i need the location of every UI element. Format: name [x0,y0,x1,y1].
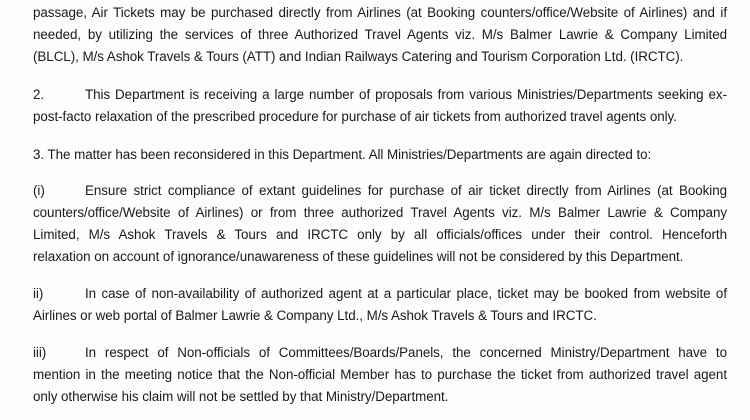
directive-item-i [33,180,727,268]
text-line-content: This Department is receiving a large number of proposals from various Ministries/Departments seeking ex- [85,87,727,102]
directive-item-ii [33,283,727,327]
text-line: relaxation on account of ignorance/unawareness of these guidelines will not be considered by this Department. [33,249,684,264]
text-line: Limited, M/s Ashok Travels & Tours and IRCTC only by all officials/offices under their control. Henceforth [33,227,727,242]
text-line [33,342,727,364]
text-line [33,180,727,202]
paragraph-number: 2. [33,87,45,102]
text-line-content: In respect of Non-officials of Committees/Boards/Panels, the concerned Ministry/Department have to [85,345,727,360]
text-line [33,84,727,106]
text-line: passage, Air Tickets may be purchased directly from Airlines (at Booking counters/office/Website of Airlines) and if [33,5,727,20]
text-line: counters/office/Website of Airlines) or from three authorized Travel Agents viz. M/s Balmer Lawrie & Company [33,205,727,220]
text-line: only otherwise his claim will not be settled by that Ministry/Department. [33,389,449,404]
text-line: mention in the meeting notice that the Non-official Member has to purchase the ticket from authorized travel agent [33,367,727,382]
text-line [33,283,727,305]
text-line: post-facto relaxation of the prescribed procedure for purchase of air tickets from authorized travel agents only. [33,109,677,124]
paragraph-2 [33,84,727,128]
text-line: needed, by utilizing the services of three Authorized Travel Agents viz. M/s Balmer Lawrie & Company Limited [33,27,727,42]
item-number: ii) [33,286,44,301]
paragraph-3 [33,144,727,166]
text-line: 3. The matter has been reconsidered in this Department. All Ministries/Departments are again directed to: [33,147,652,162]
text-line: (BLCL), M/s Ashok Travels & Tours (ATT) and Indian Railways Catering and Tourism Corporation Ltd. (IRCTC). [33,49,684,64]
item-number: (i) [33,183,45,198]
text-line: Airlines or web portal of Balmer Lawrie & Company Ltd., M/s Ashok Travels & Tours and IRCTC. [33,308,597,323]
directive-item-iii [33,342,727,408]
text-line-content: In case of non-availability of authorized agent at a particular place, ticket may be booked from website of [85,286,727,301]
text-line-content: Ensure strict compliance of extant guidelines for purchase of air ticket directly from Airlines (at Booking [85,183,727,198]
paragraph-1-continuation [33,2,727,68]
item-number: iii) [33,345,47,360]
